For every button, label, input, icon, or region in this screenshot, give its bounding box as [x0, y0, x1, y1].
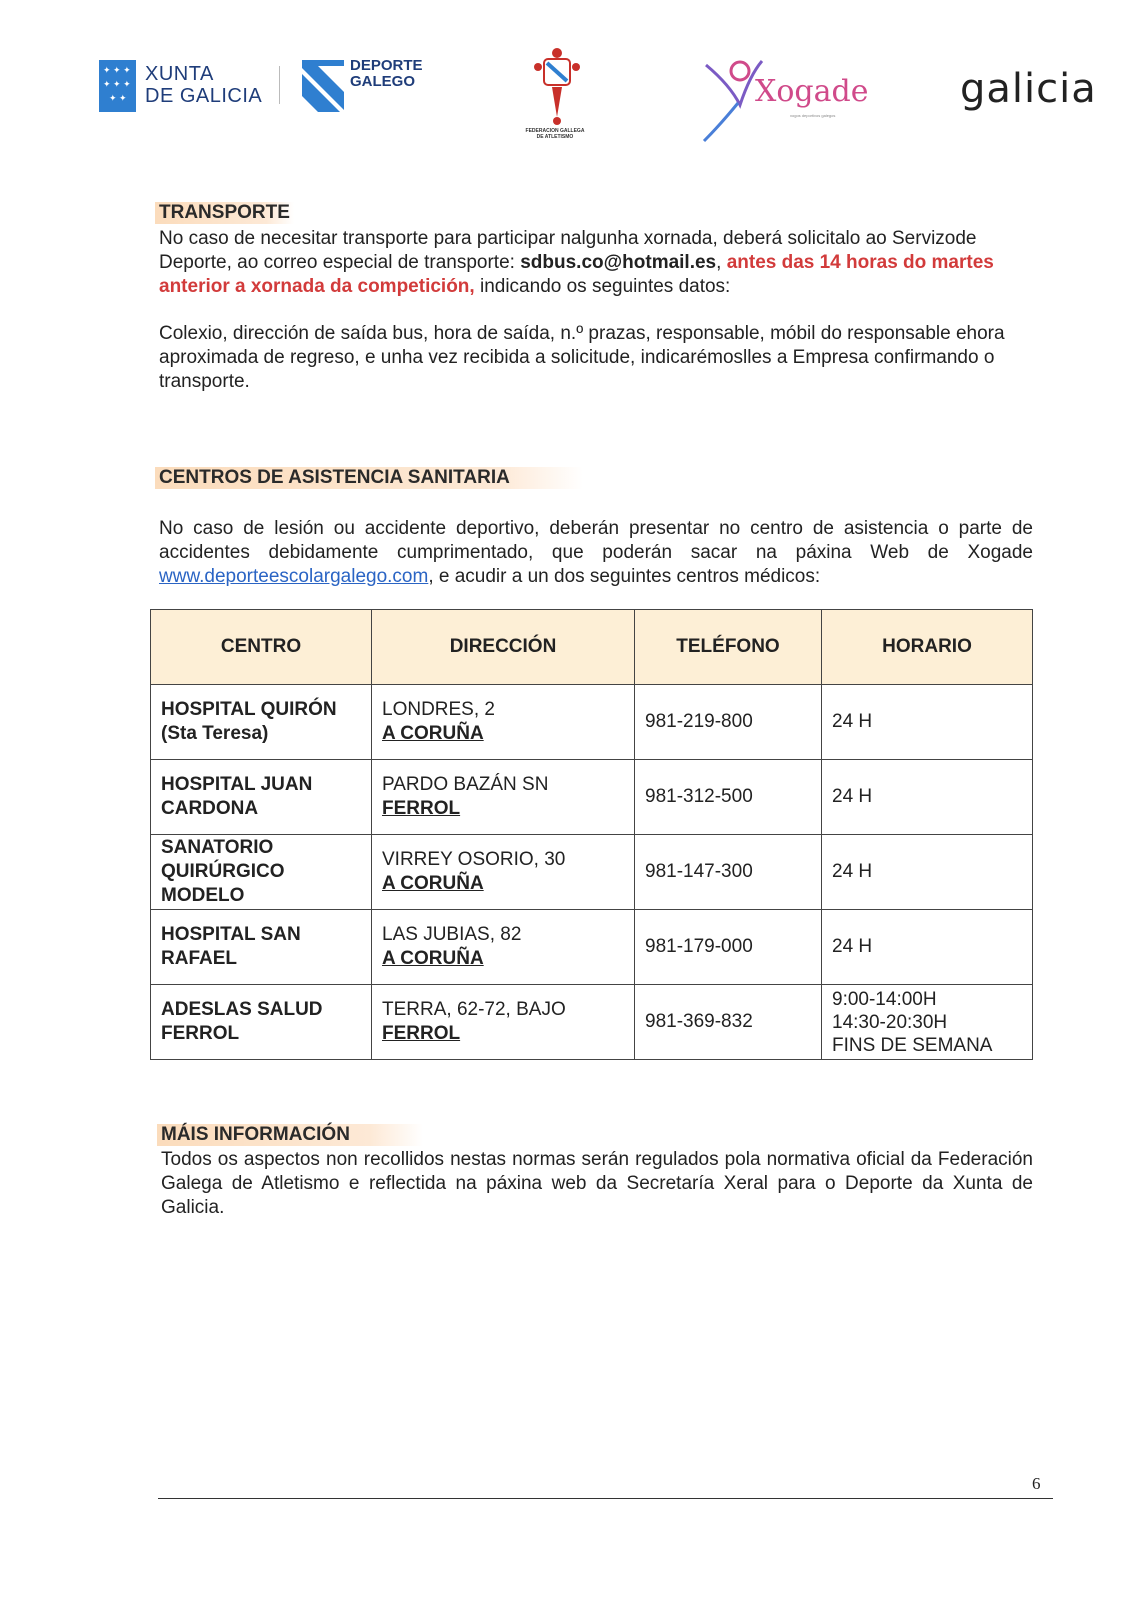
cell-horario: 24 H — [822, 835, 1033, 910]
medical-centers-table — [150, 609, 1033, 1060]
transport-email: sdbus.co@hotmail.es — [520, 252, 717, 273]
table-row — [151, 685, 1033, 760]
cell-direccion: TERRA, 62-72, BAJO FERROL — [372, 985, 635, 1060]
xogade-website-link[interactable]: www.deporteescolargalego.com — [159, 566, 429, 587]
cell-centro: ADESLAS SALUD FERROL — [151, 985, 372, 1060]
transporte-paragraph: No caso de necesitar transporte para participar nalgunha xornada, deberá solicitalo ao Servizode Deporte, ao correo especial de transporte: sdbus.co@hotmail.es, antes das 14 horas do martes anterior a xornada da competición, indicando os seguintes datos: — [159, 228, 994, 297]
cell-direccion: LAS JUBIAS, 82 A CORUÑA — [372, 910, 635, 985]
cell-telefono: 981-179-000 — [635, 910, 822, 985]
cell-horario: 24 H — [822, 760, 1033, 835]
centros-paragraph: No caso de lesión ou accidente deportivo, deberán presentar no centro de asistencia o parte de accidentes debidamente cumprimentado, que poderán sacar na páxina Web de Xogade www.deporteescolargalego.com, e acudir a un dos seguintes centros médicos: — [159, 518, 1033, 587]
table-row — [151, 910, 1033, 985]
deporte-galego-logo-icon — [300, 58, 346, 112]
cell-direccion: PARDO BAZÁN SN FERROL — [372, 760, 635, 835]
header-telefono: TELÉFONO — [635, 610, 822, 685]
xunta-logo-icon: ✦ ✦ ✦ ✦ ✦ ✦ ✦ ✦ — [99, 60, 136, 112]
mais-informacion-paragraph: Todos os aspectos non recollidos nestas normas serán regulados pola normativa oficial da Federación Galega de Atletismo e reflectida na páxina web da Secretaría Xeral para o Deporte da Xunta de Galicia. — [161, 1149, 1033, 1218]
cell-telefono: 981-219-800 — [635, 685, 822, 760]
table-row — [151, 835, 1033, 910]
header-direccion: DIRECCIÓN — [372, 610, 635, 685]
transport-deadline: antes das 14 horas do martes anterior a xornada da competición, — [159, 252, 994, 297]
cell-direccion: VIRREY OSORIO, 30 A CORUÑA — [372, 835, 635, 910]
cell-horario: 24 H — [822, 685, 1033, 760]
mais-informacion-heading: MÁIS INFORMACIÓN — [157, 1124, 423, 1146]
header-horario: HORARIO — [822, 610, 1033, 685]
galicia-logo: galicia — [960, 66, 1097, 112]
cell-telefono: 981-147-300 — [635, 835, 822, 910]
table-row — [151, 985, 1033, 1060]
page-number: 6 — [1032, 1474, 1041, 1493]
logo-divider — [279, 66, 280, 104]
centros-heading: CENTROS DE ASISTENCIA SANITARIA — [155, 467, 583, 489]
cell-telefono: 981-312-500 — [635, 760, 822, 835]
cell-direccion: LONDRES, 2 A CORUÑA — [372, 685, 635, 760]
federacion-atletismo-logo-icon — [532, 45, 582, 127]
cell-centro: SANATORIO QUIRÚRGICO MODELO — [151, 835, 372, 910]
xogade-logo-text: Xogade — [755, 74, 869, 109]
table-row — [151, 760, 1033, 835]
footer-divider — [158, 1498, 1053, 1499]
cell-centro: HOSPITAL QUIRÓN (Sta Teresa) — [151, 685, 372, 760]
header-centro: CENTRO — [151, 610, 372, 685]
xogade-logo-subtext: xogos deportivos galegos — [790, 113, 836, 118]
deporte-galego-logo-text: DEPORTE GALEGO — [350, 57, 423, 90]
xunta-logo-text: XUNTA DE GALICIA — [145, 63, 263, 107]
cell-horario: 24 H — [822, 910, 1033, 985]
cell-telefono: 981-369-832 — [635, 985, 822, 1060]
cell-horario: 9:00-14:00H 14:30-20:30H FINS DE SEMANA — [822, 985, 1033, 1060]
federacion-logo-text: FEDERACION GALLEGA DE ATLETISMO — [525, 128, 585, 140]
table-header-row — [151, 610, 1033, 685]
transporte-details: Colexio, dirección de saída bus, hora de saída, n.º prazas, responsable, móbil do responsable ehora aproximada de regreso, e unha vez recibida a solicitude, indicarémoslles a Empresa confirmando o transporte. — [159, 323, 1005, 392]
cell-centro: HOSPITAL SAN RAFAEL — [151, 910, 372, 985]
cell-centro: HOSPITAL JUAN CARDONA — [151, 760, 372, 835]
transporte-heading: TRANSPORTE — [155, 202, 294, 224]
